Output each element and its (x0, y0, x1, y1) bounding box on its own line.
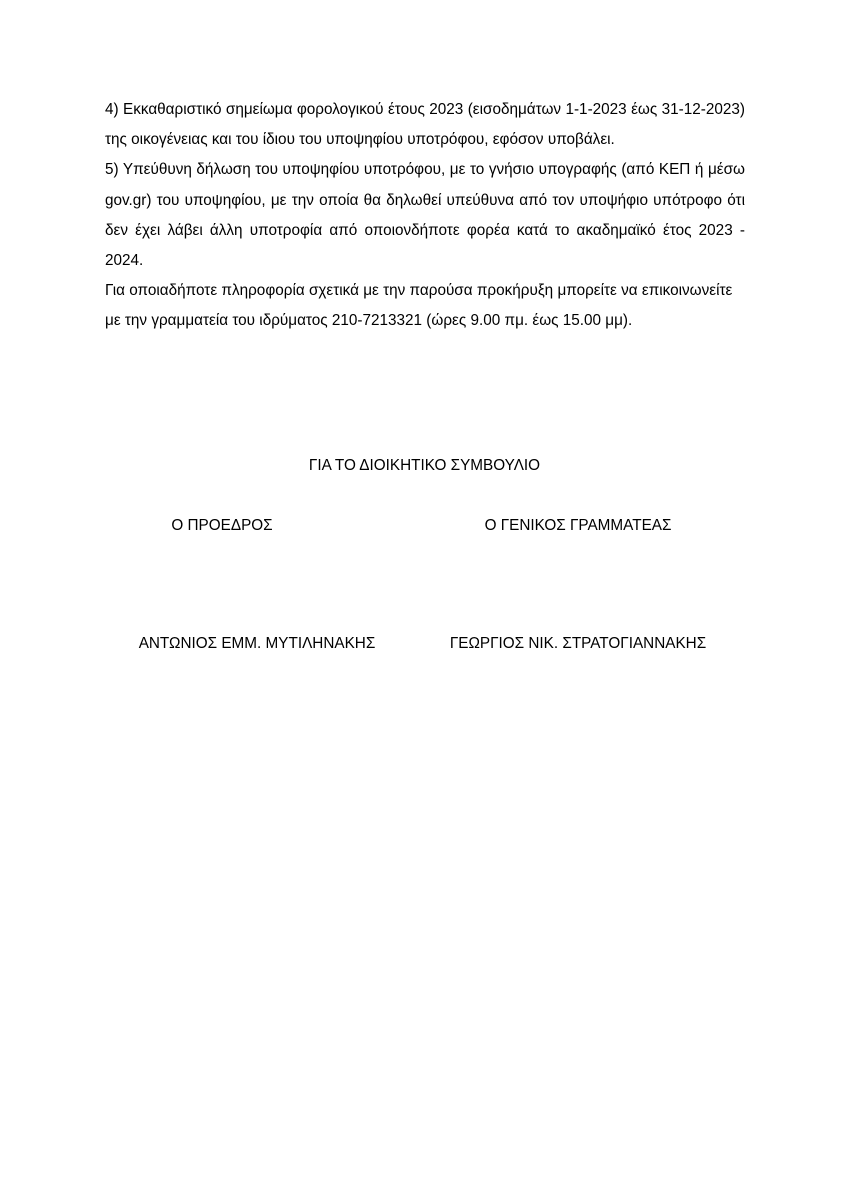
council-heading: ΓΙΑ ΤΟ ΔΙΟΙΚΗΤΙΚΟ ΣΥΜΒΟΥΛΙΟ (308, 457, 541, 474)
president-name: ΑΝΤΩΝΙΟΣ ΕΜΜ. ΜΥΤΙΛΗΝΑΚΗΣ (138, 635, 376, 652)
president-title: Ο ΠΡΟΕΔΡΟΣ (171, 517, 273, 534)
secretary-general-name: ΓΕΩΡΓΙΟΣ ΝΙΚ. ΣΤΡΑΤΟΓΙΑΝΝΑΚΗΣ (449, 635, 707, 652)
document-body (105, 95, 745, 337)
contact-info-paragraph: Για οποιαδήποτε πληροφορία σχετικά με την παρούσα προκήρυξη μπορείτε να επικοινωνείτε με την γραμματεία του ιδρύματος 210-7213321 (ώρες 9.00 πμ. έως 15.00 μμ). (105, 282, 733, 330)
requirement-item-4: 4) Εκκαθαριστικό σημείωμα φορολογικού έτους 2023 (εισοδημάτων 1-1-2023 έως 31-12-2023) της οικογένειας και του ίδιου του υποψηφίου υποτρόφου, εφόσον υποβάλει. (105, 101, 745, 149)
secretary-general-title: Ο ΓΕΝΙΚΟΣ ΓΡΑΜΜΑΤΕΑΣ (484, 517, 672, 534)
requirement-item-5: 5) Υπεύθυνη δήλωση του υποψηφίου υποτρόφου, με το γνήσιο υπογραφής (από ΚΕΠ ή μέσω gov.gr) του υποψηφίου, με την οποία θα δηλωθεί υπεύθυνα από τον υποψήφιο υπότροφο ότι δεν έχει λάβει άλλη υποτροφία από οποιονδήποτε φορέα κατά το ακαδημαϊκό έτος 2023 - 2024. (105, 161, 745, 270)
